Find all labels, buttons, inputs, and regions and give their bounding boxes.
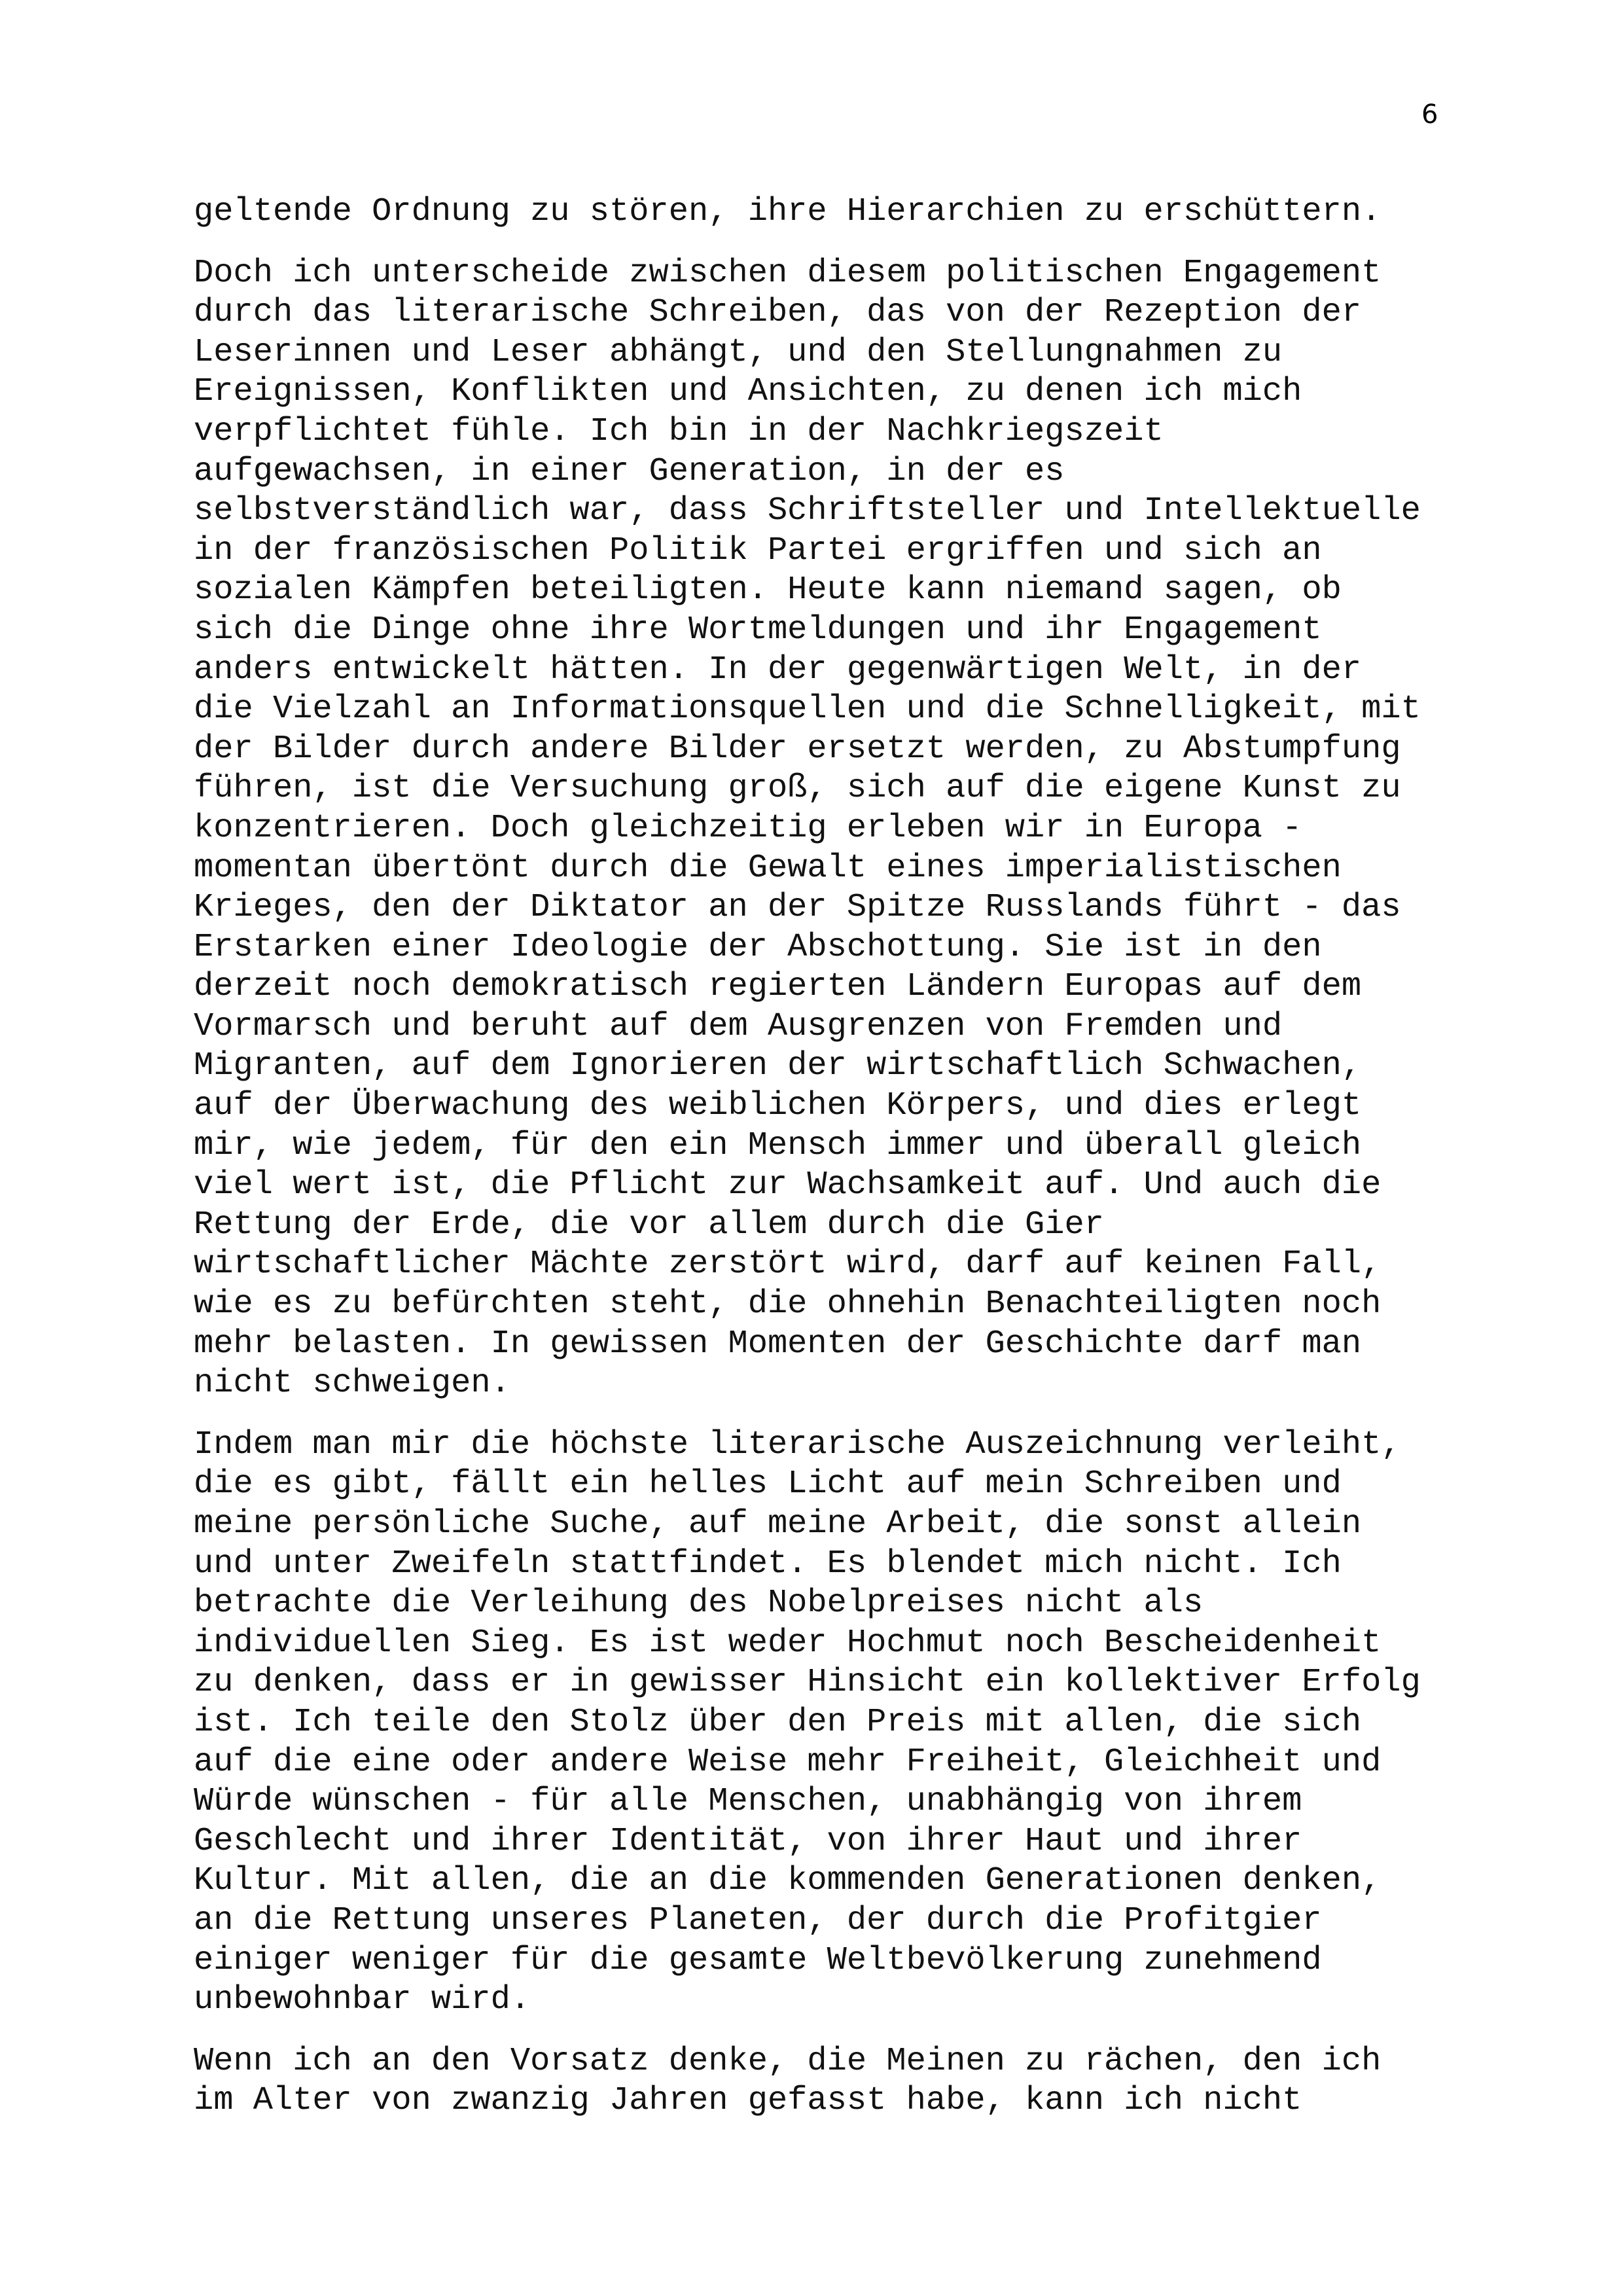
text-line: konzentrieren. Doch gleichzeitig erleben wir in Europa - bbox=[194, 809, 1302, 847]
text-line: meine persönliche Suche, auf meine Arbeit, die sonst allein bbox=[194, 1505, 1362, 1543]
text-line: mehr belasten. In gewissen Momenten der Geschichte darf man bbox=[194, 1325, 1362, 1363]
text-line: mir, wie jedem, für den ein Mensch immer und überall gleich bbox=[194, 1126, 1362, 1164]
text-line: Vormarsch und beruht auf dem Ausgrenzen von Fremden und bbox=[194, 1007, 1283, 1045]
text-line: Würde wünschen - für alle Menschen, unabhängig von ihrem bbox=[194, 1783, 1302, 1821]
text-line: Geschlecht und ihrer Identität, von ihrer Haut und ihrer bbox=[194, 1822, 1302, 1860]
text-line: Erstarken einer Ideologie der Abschottung. Sie ist in den bbox=[194, 928, 1322, 966]
text-line: im Alter von zwanzig Jahren gefasst habe, kann ich nicht bbox=[194, 2082, 1302, 2120]
text-line: Leserinnen und Leser abhängt, und den Stellungnahmen zu bbox=[194, 333, 1283, 371]
text-line: führen, ist die Versuchung groß, sich auf die eigene Kunst zu bbox=[194, 770, 1401, 808]
text-line: in der französischen Politik Partei ergriffen und sich an bbox=[194, 531, 1322, 569]
text-line: unbewohnbar wird. bbox=[194, 1981, 531, 2019]
text-line: und unter Zweifeln stattfindet. Es blendet mich nicht. Ich bbox=[194, 1545, 1342, 1583]
text-line: anders entwickelt hätten. In der gegenwärtigen Welt, in der bbox=[194, 651, 1362, 689]
text-line: betrachte die Verleihung des Nobelpreises nicht als bbox=[194, 1585, 1204, 1623]
text-line: auf die eine oder andere Weise mehr Freiheit, Gleichheit und bbox=[194, 1743, 1382, 1781]
text-line: Doch ich unterscheide zwischen diesem politischen Engagement bbox=[194, 254, 1382, 292]
text-line: Wenn ich an den Vorsatz denke, die Meinen zu rächen, den ich bbox=[194, 2042, 1382, 2080]
text-line: der Bilder durch andere Bilder ersetzt werden, zu Abstumpfung bbox=[194, 730, 1401, 768]
text-line: wirtschaftlicher Mächte zerstört wird, darf auf keinen Fall, bbox=[194, 1246, 1382, 1283]
text-line: ist. Ich teile den Stolz über den Preis mit allen, die sich bbox=[194, 1703, 1362, 1741]
text-line: Indem man mir die höchste literarische Auszeichnung verleiht, bbox=[194, 1426, 1401, 1463]
paragraph bbox=[194, 192, 1503, 232]
text-line: die es gibt, fällt ein helles Licht auf mein Schreiben und bbox=[194, 1465, 1342, 1503]
text-line: individuellen Sieg. Es ist weder Hochmut noch Bescheidenheit bbox=[194, 1624, 1382, 1662]
text-line: Migranten, auf dem Ignorieren der wirtschaftlich Schwachen, bbox=[194, 1047, 1362, 1085]
text-line: Kultur. Mit allen, die an die kommenden Generationen denken, bbox=[194, 1862, 1382, 1900]
body-text bbox=[194, 192, 1503, 2143]
text-line: Rettung der Erde, die vor allem durch die Gier bbox=[194, 1206, 1105, 1244]
page-number: 6 bbox=[1421, 99, 1438, 130]
text-line: selbstverständlich war, dass Schriftsteller und Intellektuelle bbox=[194, 492, 1421, 530]
text-line: zu denken, dass er in gewisser Hinsicht ein kollektiver Erfolg bbox=[194, 1664, 1421, 1702]
text-line: momentan übertönt durch die Gewalt eines imperialistischen bbox=[194, 849, 1342, 887]
text-line: durch das literarische Schreiben, das von der Rezeption der bbox=[194, 294, 1362, 332]
text-line: wie es zu befürchten steht, die ohnehin Benachteiligten noch bbox=[194, 1285, 1382, 1323]
text-line: einiger weniger für die gesamte Weltbevölkerung zunehmend bbox=[194, 1941, 1322, 1979]
text-line: die Vielzahl an Informationsquellen und die Schnelligkeit, mit bbox=[194, 691, 1421, 728]
text-line: sich die Dinge ohne ihre Wortmeldungen und ihr Engagement bbox=[194, 611, 1322, 649]
text-line: viel wert ist, die Pflicht zur Wachsamkeit auf. Und auch die bbox=[194, 1166, 1382, 1204]
text-line: verpflichtet fühle. Ich bin in der Nachkriegszeit bbox=[194, 412, 1164, 450]
paragraph bbox=[194, 1426, 1503, 2020]
text-line: Ereignissen, Konflikten und Ansichten, zu denen ich mich bbox=[194, 373, 1302, 411]
paragraph bbox=[194, 254, 1503, 1404]
text-line: Krieges, den der Diktator an der Spitze Russlands führt - das bbox=[194, 889, 1401, 927]
text-line: derzeit noch demokratisch regierten Ländern Europas auf dem bbox=[194, 968, 1362, 1006]
text-line: auf der Überwachung des weiblichen Körpers, und dies erlegt bbox=[194, 1087, 1362, 1125]
text-line: nicht schweigen. bbox=[194, 1365, 510, 1403]
text-line: an die Rettung unseres Planeten, der durch die Profitgier bbox=[194, 1901, 1322, 1939]
paragraph bbox=[194, 2042, 1503, 2121]
text-line: sozialen Kämpfen beteiligten. Heute kann niemand sagen, ob bbox=[194, 571, 1342, 609]
text-line: geltende Ordnung zu stören, ihre Hierarchien zu erschüttern. bbox=[194, 193, 1382, 230]
text-line: aufgewachsen, in einer Generation, in der es bbox=[194, 452, 1065, 490]
